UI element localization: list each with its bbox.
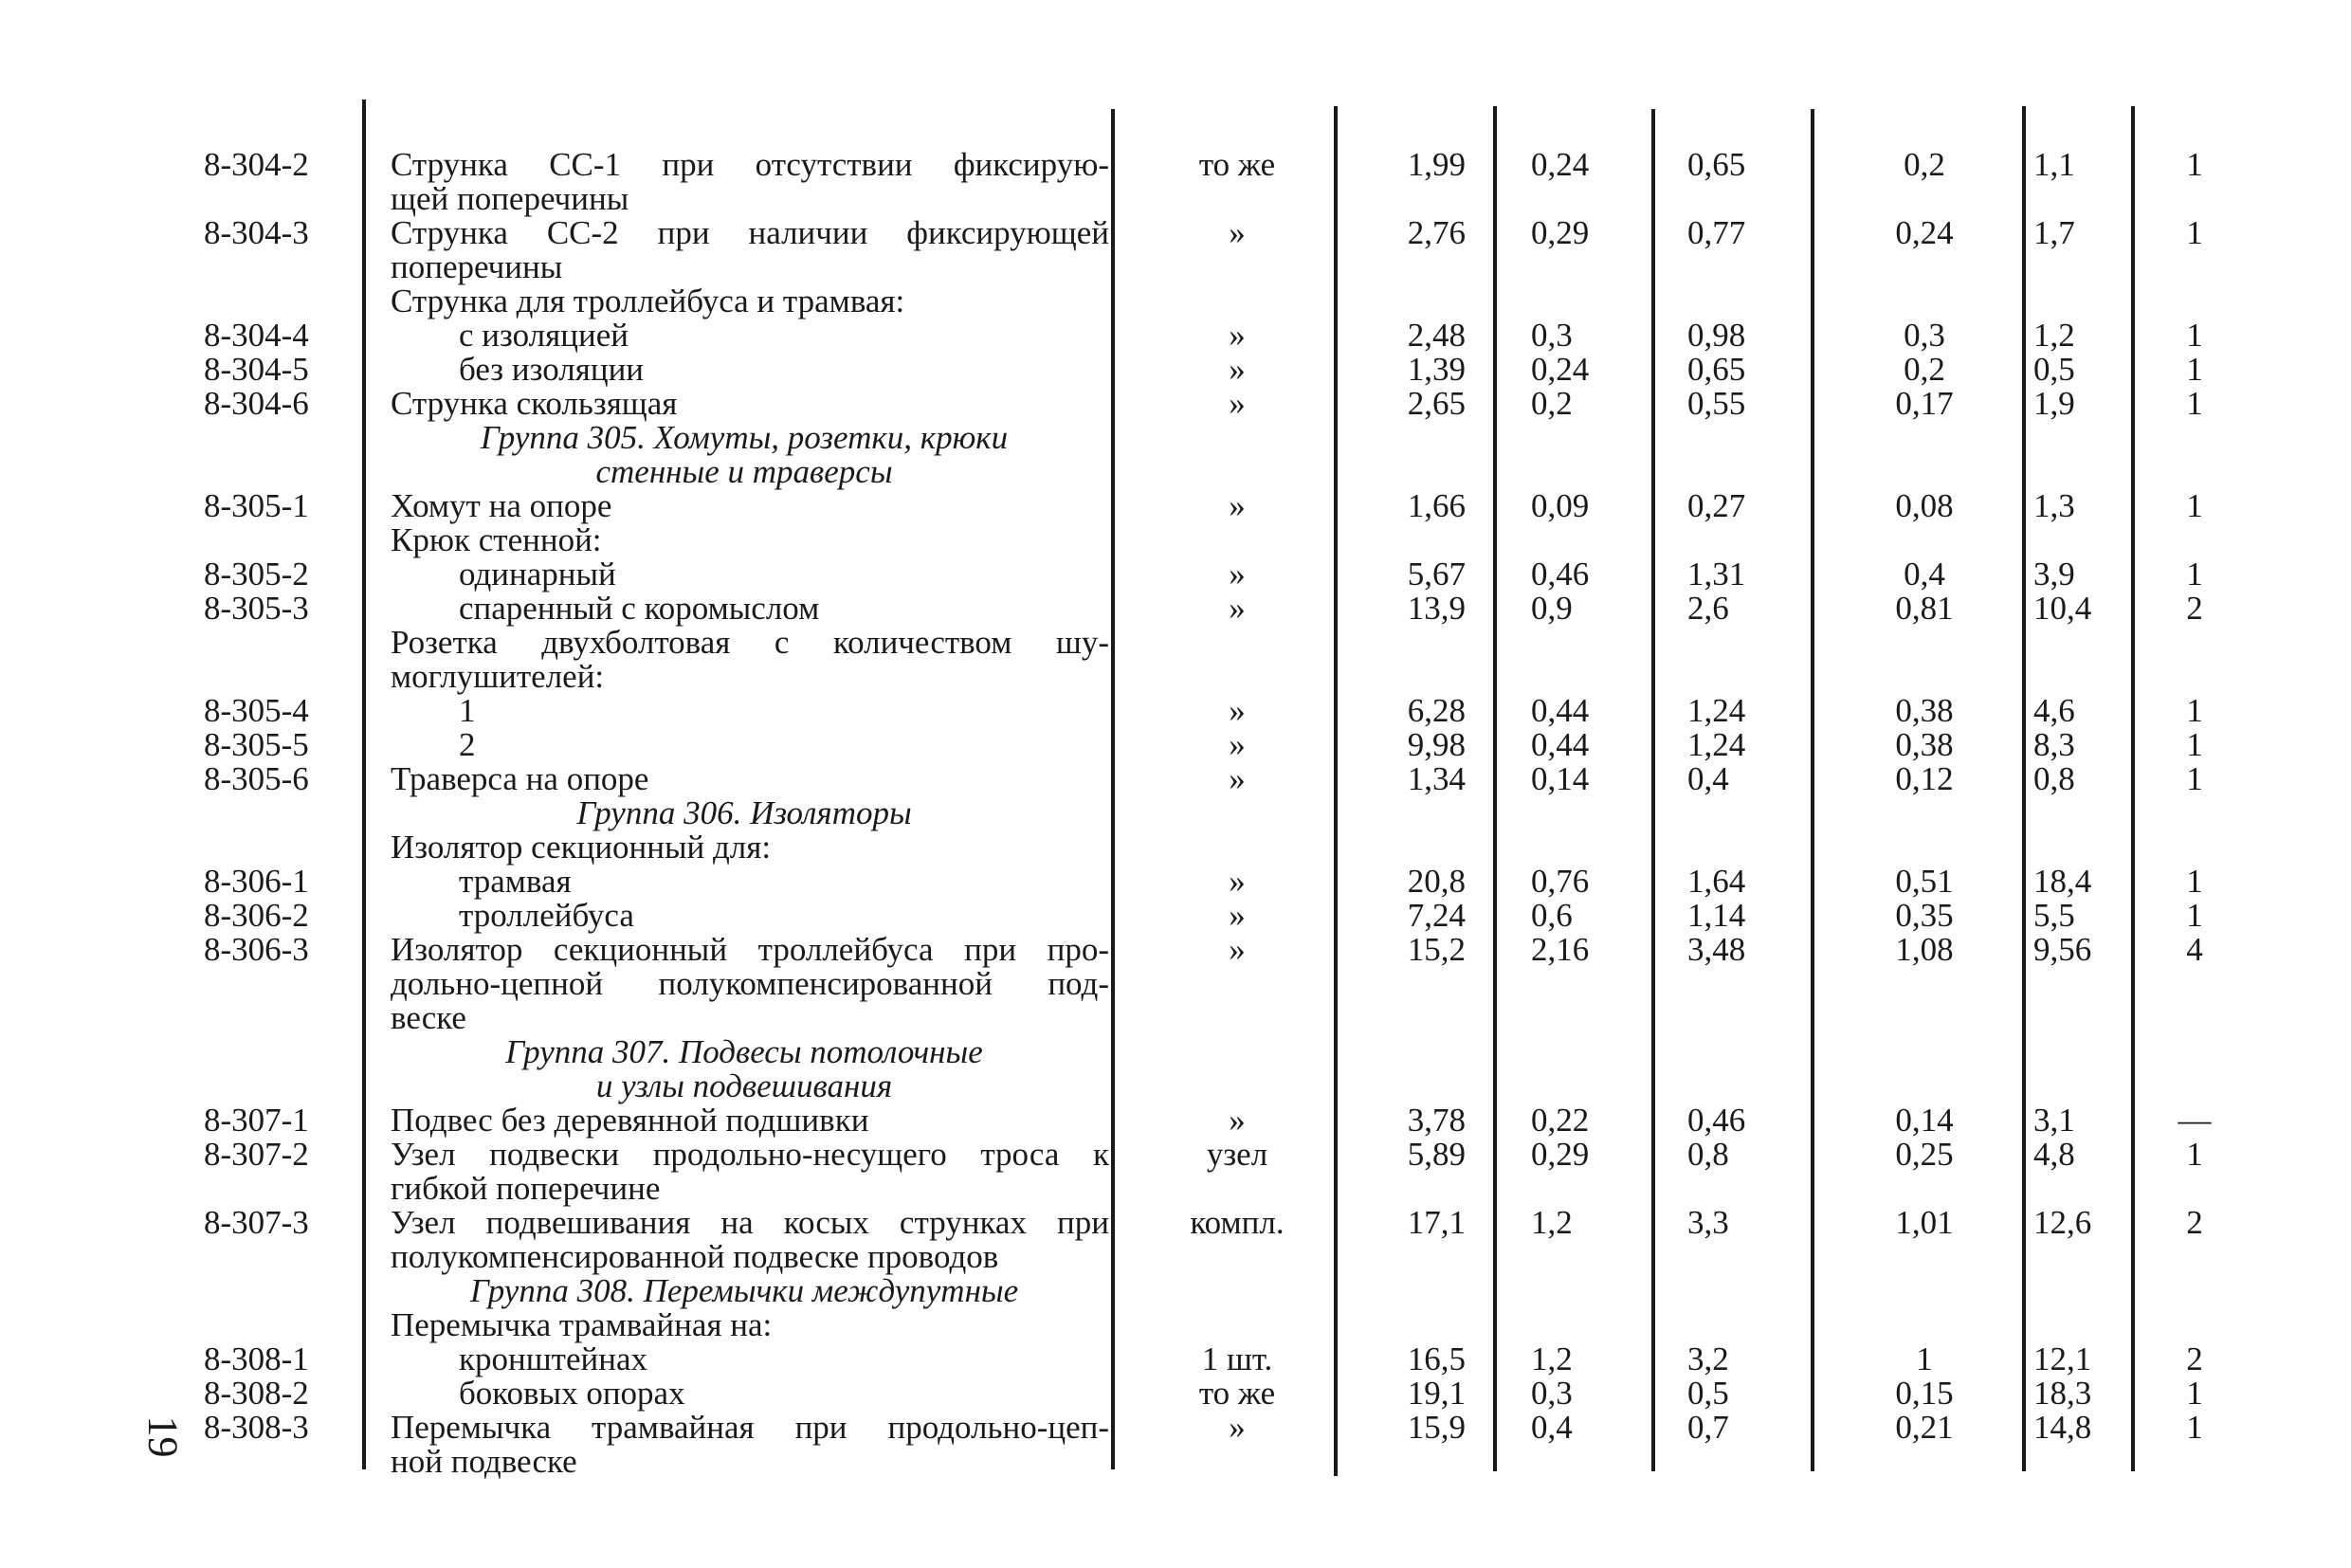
- value-cell-3: 1,64: [1687, 863, 1746, 900]
- item-description: боковых опорах: [459, 1375, 685, 1412]
- item-description: ной подвеске: [391, 1443, 577, 1480]
- value-cell-4: 0,08: [1895, 487, 1954, 524]
- value-cell-6: 2: [2186, 1204, 2203, 1241]
- value-cell-6: 1: [2186, 385, 2203, 422]
- value-cell-1: 5,67: [1407, 556, 1466, 593]
- value-cell-2: 0,44: [1531, 726, 1590, 763]
- value-cell-1: 17,1: [1407, 1204, 1466, 1241]
- value-cell-4: 0,4: [1904, 556, 1945, 593]
- value-cell-6: 1: [2186, 760, 2203, 797]
- value-cell-3: 1,14: [1687, 897, 1746, 934]
- value-cell-1: 2,76: [1407, 214, 1466, 251]
- value-cell-4: 0,38: [1895, 726, 1954, 763]
- group-heading: стенные и траверсы: [595, 453, 893, 490]
- item-code: 8-306-1: [204, 863, 309, 900]
- item-code: 8-304-2: [204, 146, 309, 183]
- value-cell-6: —: [2178, 1102, 2212, 1139]
- unit-cell: узел: [1206, 1136, 1268, 1173]
- value-cell-2: 0,4: [1531, 1409, 1573, 1446]
- item-code: 8-304-3: [204, 214, 309, 251]
- value-cell-6: 1: [2186, 146, 2203, 183]
- item-code: 8-305-1: [204, 487, 309, 524]
- unit-cell: 1 шт.: [1201, 1340, 1273, 1377]
- group-heading: и узлы подвешивания: [595, 1067, 893, 1104]
- value-cell-2: 0,22: [1531, 1102, 1590, 1139]
- value-cell-2: 0,3: [1531, 317, 1573, 354]
- value-cell-3: 2,6: [1687, 590, 1729, 627]
- value-cell-1: 5,89: [1407, 1136, 1466, 1173]
- value-cell-3: 3,48: [1687, 931, 1746, 968]
- item-description: Траверса на опоре: [391, 760, 649, 797]
- unit-cell: »: [1229, 1409, 1246, 1446]
- value-cell-6: 1: [2186, 487, 2203, 524]
- value-cell-3: 1,31: [1687, 556, 1746, 593]
- value-cell-3: 0,46: [1687, 1102, 1746, 1139]
- value-cell-4: 0,38: [1895, 692, 1954, 729]
- value-cell-3: 3,2: [1687, 1340, 1729, 1377]
- value-cell-6: 1: [2186, 317, 2203, 354]
- group-heading: Группа 306. Изоляторы: [576, 794, 912, 831]
- item-description: щей поперечины: [391, 180, 629, 217]
- value-cell-4: 0,35: [1895, 897, 1954, 934]
- value-cell-5: 1,1: [2033, 146, 2075, 183]
- section-heading: моглушителей:: [391, 658, 605, 695]
- item-description: Подвес без деревянной подшивки: [391, 1102, 869, 1139]
- value-cell-2: 0,2: [1531, 385, 1573, 422]
- item-code: 8-305-5: [204, 726, 309, 763]
- value-cell-5: 4,8: [2033, 1136, 2075, 1173]
- item-description: трамвая: [459, 863, 572, 900]
- item-code: 8-306-2: [204, 897, 309, 934]
- value-cell-6: 1: [2186, 1375, 2203, 1412]
- value-cell-3: 0,55: [1687, 385, 1746, 422]
- value-cell-4: 0,25: [1895, 1136, 1954, 1173]
- value-cell-1: 15,9: [1407, 1409, 1466, 1446]
- group-heading: Группа 307. Подвесы потолочные: [505, 1033, 983, 1070]
- unit-cell: то же: [1198, 1375, 1276, 1412]
- value-cell-5: 1,2: [2033, 317, 2075, 354]
- item-description: троллейбуса: [459, 897, 634, 934]
- value-cell-4: 1: [1916, 1340, 1933, 1377]
- value-cell-1: 2,48: [1407, 317, 1466, 354]
- section-heading: Крюк стенной:: [391, 521, 602, 558]
- value-cell-3: 0,77: [1687, 214, 1746, 251]
- value-cell-2: 2,16: [1531, 931, 1590, 968]
- item-description: полукомпенсированной подвеске проводов: [391, 1238, 999, 1275]
- unit-cell: »: [1229, 214, 1246, 251]
- value-cell-3: 1,24: [1687, 726, 1746, 763]
- value-cell-2: 0,9: [1531, 590, 1573, 627]
- item-code: 8-305-6: [204, 760, 309, 797]
- item-code: 8-306-3: [204, 931, 309, 968]
- value-cell-1: 13,9: [1407, 590, 1466, 627]
- item-description: Изолятор секционный троллейбуса при про-: [391, 931, 1109, 968]
- unit-cell: »: [1229, 863, 1246, 900]
- value-cell-1: 15,2: [1407, 931, 1466, 968]
- value-cell-1: 2,65: [1407, 385, 1466, 422]
- value-cell-4: 0,14: [1895, 1102, 1954, 1139]
- item-description: 1: [459, 692, 476, 729]
- value-cell-6: 1: [2186, 1136, 2203, 1173]
- value-cell-4: 0,2: [1904, 146, 1945, 183]
- item-code: 8-304-6: [204, 385, 309, 422]
- unit-cell: »: [1229, 351, 1246, 388]
- value-cell-6: 1: [2186, 726, 2203, 763]
- item-description: без изоляции: [459, 351, 645, 388]
- value-cell-3: 0,5: [1687, 1375, 1729, 1412]
- value-cell-6: 1: [2186, 1409, 2203, 1446]
- unit-cell: »: [1229, 590, 1246, 627]
- value-cell-1: 19,1: [1407, 1375, 1466, 1412]
- value-cell-3: 1,24: [1687, 692, 1746, 729]
- unit-cell: »: [1229, 760, 1246, 797]
- unit-cell: »: [1229, 1102, 1246, 1139]
- item-description: дольно-цепной полукомпенсированной под-: [391, 965, 1109, 1002]
- item-code: 8-304-5: [204, 351, 309, 388]
- value-cell-3: 0,7: [1687, 1409, 1729, 1446]
- item-description: Перемычка трамвайная при продольно-цеп-: [391, 1409, 1109, 1446]
- item-description: Струнка скользящая: [391, 385, 678, 422]
- unit-cell: »: [1229, 897, 1246, 934]
- item-description: одинарный: [459, 556, 616, 593]
- value-cell-5: 4,6: [2033, 692, 2075, 729]
- value-cell-4: 0,12: [1895, 760, 1954, 797]
- value-cell-1: 7,24: [1407, 897, 1466, 934]
- value-cell-2: 1,2: [1531, 1204, 1573, 1241]
- unit-cell: »: [1229, 385, 1246, 422]
- value-cell-2: 0,76: [1531, 863, 1590, 900]
- value-cell-6: 1: [2186, 556, 2203, 593]
- value-cell-4: 0,15: [1895, 1375, 1954, 1412]
- value-cell-1: 1,39: [1407, 351, 1466, 388]
- value-cell-4: 0,21: [1895, 1409, 1954, 1446]
- value-cell-5: 1,7: [2033, 214, 2075, 251]
- value-cell-4: 0,2: [1904, 351, 1945, 388]
- value-cell-5: 12,1: [2033, 1340, 2092, 1377]
- value-cell-5: 1,9: [2033, 385, 2075, 422]
- section-heading: Розетка двухболтовая с количеством шу-: [391, 624, 1109, 661]
- item-code: 8-307-2: [204, 1136, 309, 1173]
- value-cell-5: 9,56: [2033, 931, 2092, 968]
- unit-cell: »: [1229, 931, 1246, 968]
- value-cell-3: 0,27: [1687, 487, 1746, 524]
- value-cell-4: 0,3: [1904, 317, 1945, 354]
- item-code: 8-304-4: [204, 317, 309, 354]
- item-code: 8-305-2: [204, 556, 309, 593]
- value-cell-2: 0,44: [1531, 692, 1590, 729]
- value-cell-2: 0,29: [1531, 214, 1590, 251]
- item-code: 8-307-3: [204, 1204, 309, 1241]
- unit-cell: »: [1229, 556, 1246, 593]
- value-cell-2: 0,29: [1531, 1136, 1590, 1173]
- value-cell-6: 1: [2186, 692, 2203, 729]
- value-cell-2: 0,46: [1531, 556, 1590, 593]
- unit-cell: »: [1229, 726, 1246, 763]
- value-cell-1: 6,28: [1407, 692, 1466, 729]
- item-code: 8-307-1: [204, 1102, 309, 1139]
- unit-cell: »: [1229, 692, 1246, 729]
- value-cell-5: 12,6: [2033, 1204, 2092, 1241]
- value-cell-6: 1: [2186, 863, 2203, 900]
- value-cell-1: 1,66: [1407, 487, 1466, 524]
- value-cell-4: 1,08: [1895, 931, 1954, 968]
- value-cell-2: 0,14: [1531, 760, 1590, 797]
- item-code: 8-308-3: [204, 1409, 309, 1446]
- value-cell-3: 3,3: [1687, 1204, 1729, 1241]
- item-description: Узел подвешивания на косых струнках при: [391, 1204, 1109, 1241]
- group-heading: Группа 305. Хомуты, розетки, крюки: [480, 419, 1009, 456]
- section-heading: Изолятор секционный для:: [391, 829, 772, 866]
- value-cell-4: 1,01: [1895, 1204, 1954, 1241]
- section-heading: Струнка для троллейбуса и трамвая:: [391, 283, 905, 319]
- value-cell-5: 18,3: [2033, 1375, 2092, 1412]
- value-cell-5: 1,3: [2033, 487, 2075, 524]
- value-cell-5: 8,3: [2033, 726, 2075, 763]
- item-code: 8-305-3: [204, 590, 309, 627]
- value-cell-3: 0,8: [1687, 1136, 1729, 1173]
- value-cell-6: 4: [2186, 931, 2203, 968]
- unit-cell: »: [1229, 487, 1246, 524]
- item-code: 8-305-4: [204, 692, 309, 729]
- value-cell-4: 0,81: [1895, 590, 1954, 627]
- item-code: 8-308-1: [204, 1340, 309, 1377]
- value-cell-5: 3,9: [2033, 556, 2075, 593]
- value-cell-1: 1,34: [1407, 760, 1466, 797]
- value-cell-4: 0,17: [1895, 385, 1954, 422]
- value-cell-4: 0,51: [1895, 863, 1954, 900]
- value-cell-6: 2: [2186, 1340, 2203, 1377]
- value-cell-6: 1: [2186, 897, 2203, 934]
- value-cell-6: 2: [2186, 590, 2203, 627]
- item-description: Хомут на опоре: [391, 487, 612, 524]
- value-cell-3: 0,4: [1687, 760, 1729, 797]
- value-cell-3: 0,65: [1687, 146, 1746, 183]
- item-description: кронштейнах: [459, 1340, 648, 1377]
- item-description: веске: [391, 999, 466, 1036]
- value-cell-1: 20,8: [1407, 863, 1466, 900]
- unit-cell: то же: [1198, 146, 1276, 183]
- value-cell-5: 10,4: [2033, 590, 2092, 627]
- value-cell-1: 3,78: [1407, 1102, 1466, 1139]
- value-cell-2: 0,6: [1531, 897, 1573, 934]
- item-description: 2: [459, 726, 476, 763]
- value-cell-6: 1: [2186, 214, 2203, 251]
- item-description: гибкой поперечине: [391, 1170, 661, 1207]
- item-description: Струнка СС-2 при наличии фиксирующей: [391, 214, 1109, 251]
- item-description: с изоляцией: [459, 317, 629, 354]
- value-cell-2: 0,24: [1531, 351, 1590, 388]
- item-description: Узел подвески продольно-несущего троса к: [391, 1136, 1109, 1173]
- value-cell-5: 0,8: [2033, 760, 2075, 797]
- value-cell-1: 9,98: [1407, 726, 1466, 763]
- value-cell-5: 0,5: [2033, 351, 2075, 388]
- value-cell-5: 18,4: [2033, 863, 2092, 900]
- value-cell-1: 16,5: [1407, 1340, 1466, 1377]
- page-number: 19: [139, 1415, 187, 1458]
- item-description: спаренный с коромыслом: [459, 590, 820, 627]
- value-cell-5: 3,1: [2033, 1102, 2075, 1139]
- value-cell-5: 14,8: [2033, 1409, 2092, 1446]
- value-cell-2: 0,09: [1531, 487, 1590, 524]
- unit-cell: компл.: [1190, 1204, 1285, 1241]
- item-code: 8-308-2: [204, 1375, 309, 1412]
- value-cell-2: 1,2: [1531, 1340, 1573, 1377]
- item-description: Струнка СС-1 при отсутствии фиксирую-: [391, 146, 1109, 183]
- value-cell-2: 0,24: [1531, 146, 1590, 183]
- value-cell-4: 0,24: [1895, 214, 1954, 251]
- value-cell-5: 5,5: [2033, 897, 2075, 934]
- section-heading: Перемычка трамвайная на:: [391, 1306, 773, 1343]
- item-description: поперечины: [391, 248, 563, 285]
- group-heading: Группа 308. Перемычки междупутные: [469, 1272, 1019, 1309]
- value-cell-1: 1,99: [1407, 146, 1466, 183]
- value-cell-2: 0,3: [1531, 1375, 1573, 1412]
- value-cell-6: 1: [2186, 351, 2203, 388]
- value-cell-3: 0,65: [1687, 351, 1746, 388]
- unit-cell: »: [1229, 317, 1246, 354]
- value-cell-3: 0,98: [1687, 317, 1746, 354]
